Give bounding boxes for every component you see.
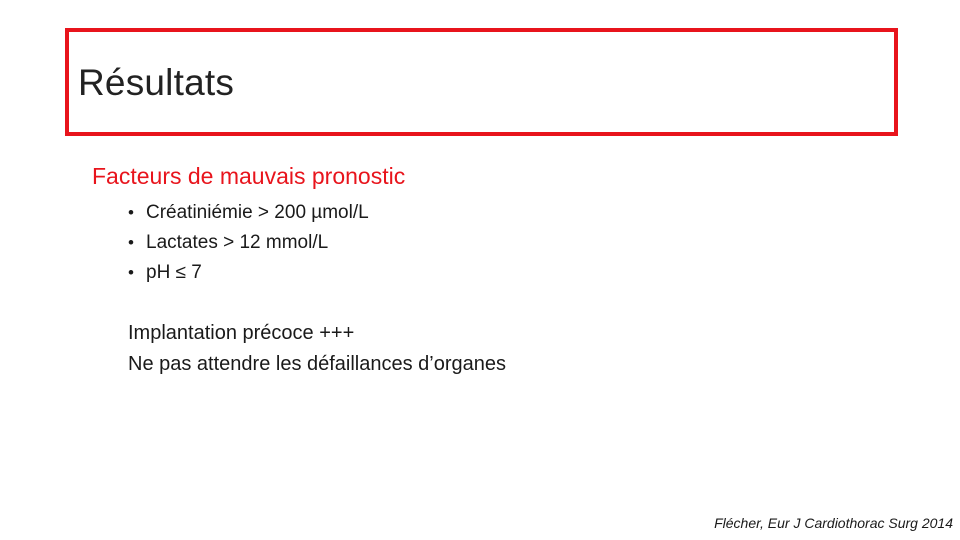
- body-line: Implantation précoce +++: [128, 322, 355, 344]
- body-text: [128, 318, 506, 380]
- bullet-icon: •: [128, 233, 134, 252]
- bullet-text: Créatiniémie > 200 µmol/L: [146, 202, 369, 223]
- bullet-text: Lactates > 12 mmol/L: [146, 232, 329, 253]
- bullet-list: [128, 198, 369, 288]
- list-item: [128, 228, 369, 258]
- bullet-icon: •: [128, 263, 134, 282]
- list-item: [128, 198, 369, 228]
- title-frame: [65, 28, 898, 136]
- list-item: [128, 258, 369, 288]
- slide-title: Résultats: [78, 62, 235, 103]
- bullet-text: pH ≤ 7: [146, 262, 202, 283]
- body-line: Ne pas attendre les défaillances d’organes: [128, 353, 507, 375]
- bullet-icon: •: [128, 203, 134, 222]
- citation: Flécher, Eur J Cardiothorac Surg 2014: [714, 515, 953, 531]
- section-heading: Facteurs de mauvais pronostic: [92, 163, 406, 189]
